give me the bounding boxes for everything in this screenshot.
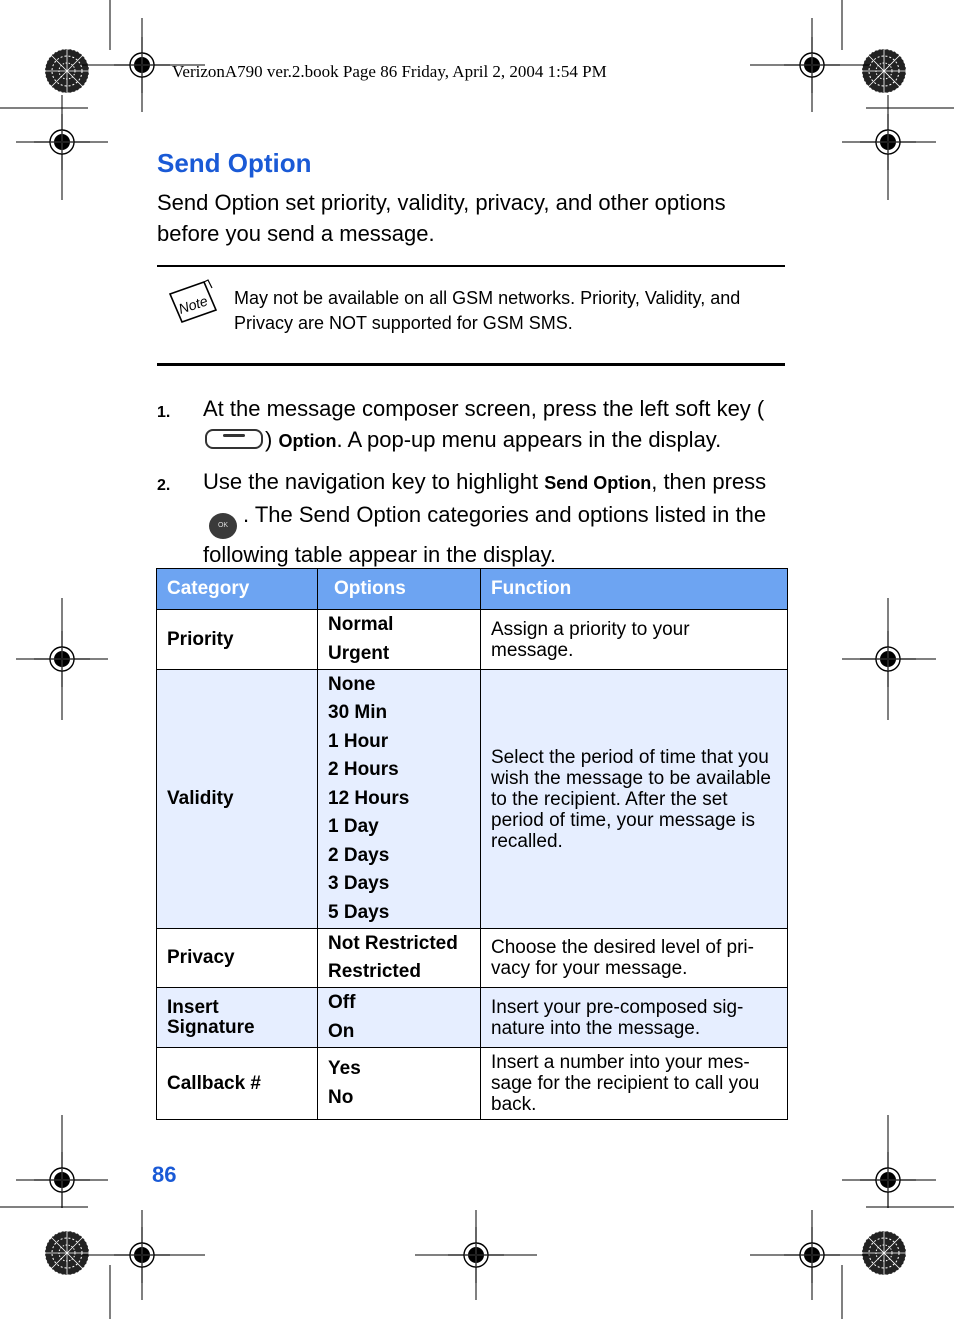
send-option-table	[156, 568, 788, 1120]
step-text-part: At the message composer screen, press the left soft key (	[203, 396, 765, 421]
page-number: 86	[152, 1162, 177, 1187]
table-header-row	[157, 569, 788, 610]
note-top-rule	[157, 265, 785, 267]
section-title: Send Option	[157, 148, 312, 178]
row-function: Assign a priority to your message.	[481, 610, 788, 670]
option-value: 2 Days	[328, 844, 390, 866]
note-icon-label: Note	[176, 292, 210, 317]
step-text	[203, 466, 793, 570]
option-value: No	[328, 1086, 354, 1108]
row-category: Insert Signature	[157, 988, 318, 1048]
key-label-option: Option	[278, 431, 337, 451]
table-row	[157, 1048, 788, 1120]
row-options	[318, 988, 481, 1048]
left-soft-key-icon	[205, 429, 263, 449]
step-number: 1.	[157, 404, 171, 421]
print-header: VerizonA790 ver.2.book Page 86 Friday, April 2, 2004 1:54 PM	[172, 62, 607, 81]
table-row	[157, 610, 788, 670]
step-text-part: . The Send Option categories and options listed in the following table appear in the display.	[203, 502, 767, 567]
note-text: May not be available on all GSM networks. Priority, Validity, and Privacy are NOT supported for GSM SMS.	[234, 288, 741, 333]
row-function: Select the period of time that you wish the message to be available to the recipient. After the set period of time, your message is recalled.	[481, 670, 788, 929]
row-options	[318, 929, 481, 988]
row-function: Choose the desired level of pri-vacy for your message.	[481, 929, 788, 988]
table-row	[157, 929, 788, 988]
row-function: Insert a number into your mes-sage for the recipient to call you back.	[481, 1048, 788, 1120]
option-value: 3 Days	[328, 873, 390, 895]
row-category: Callback #	[157, 1048, 318, 1120]
option-value: Not Restricted	[328, 932, 458, 954]
row-options	[318, 1048, 481, 1120]
option-value: Normal	[328, 614, 394, 635]
option-value: Off	[328, 992, 356, 1013]
step-1	[157, 393, 787, 457]
step-text	[203, 393, 793, 457]
table-row	[157, 670, 788, 929]
key-label-send-option: Send Option	[544, 473, 652, 493]
header-category: Category	[157, 569, 318, 610]
ok-key-icon: OK	[209, 513, 237, 539]
header-options: Options	[318, 569, 481, 610]
step-text-part: )	[265, 427, 279, 452]
row-function: Insert your pre-composed sig-nature into the message.	[481, 988, 788, 1048]
row-category: Privacy	[157, 929, 318, 988]
step-text-part: , then press	[651, 469, 767, 494]
row-category: Validity	[157, 670, 318, 929]
option-value: Yes	[328, 1058, 361, 1079]
step-text-part: Use the navigation key to highlight	[203, 469, 545, 494]
option-value: 1 Hour	[328, 730, 389, 752]
step-number: 2.	[157, 477, 171, 494]
note-icon	[164, 276, 220, 326]
step-2	[157, 466, 787, 567]
option-value: On	[328, 1020, 355, 1042]
option-value: 5 Days	[328, 901, 390, 923]
row-options	[318, 670, 481, 929]
header-function: Function	[481, 569, 788, 610]
table-row	[157, 988, 788, 1048]
row-category: Priority	[157, 610, 318, 670]
option-value: Urgent	[328, 642, 390, 664]
note-bottom-rule	[157, 363, 785, 366]
section-intro: Send Option set priority, validity, privacy, and other options before you send a message.	[157, 190, 726, 246]
option-value: 1 Day	[328, 816, 379, 838]
option-value: 2 Hours	[328, 759, 399, 781]
option-value: 12 Hours	[328, 787, 410, 809]
option-value: Restricted	[328, 961, 421, 982]
option-value: None	[328, 673, 376, 695]
option-value: 30 Min	[328, 702, 388, 724]
step-text-part: . A pop-up menu appears in the display.	[336, 427, 722, 452]
row-options	[318, 610, 481, 670]
